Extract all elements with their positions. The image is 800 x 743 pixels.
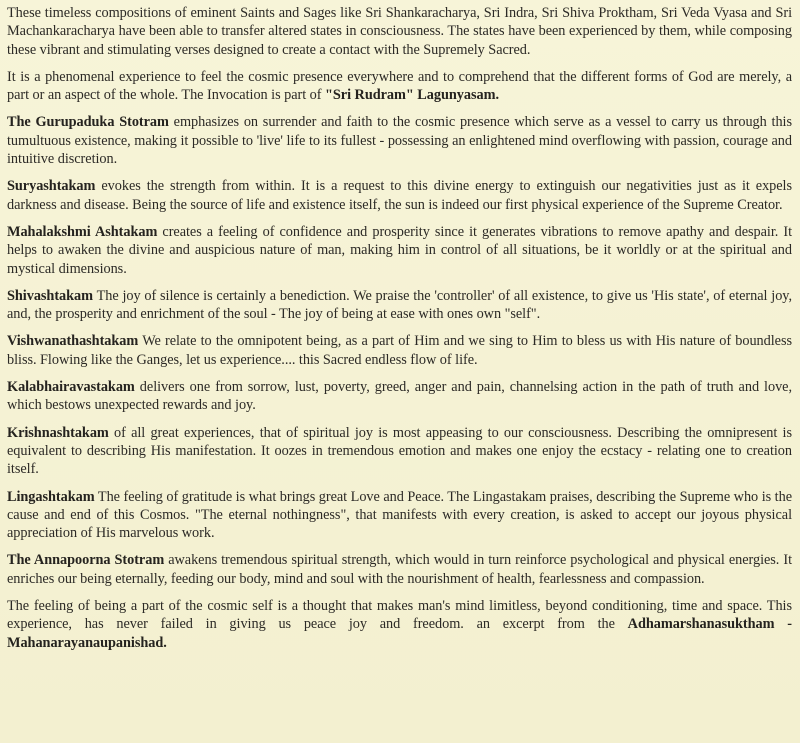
mahalakshmi-paragraph xyxy=(7,223,792,278)
lingashtakam-title: Lingashtakam xyxy=(7,488,95,505)
gurupaduka-text: emphasizes on surrender and faith to the cosmic presence which serve as a vessel to carry us through this tumultuous existence, making it possible to 'live' life to its fullest - possessing an enlightened mind overflowing with passion, courage and intuitive discretion. xyxy=(7,114,792,168)
invocation-text: It is a phenomenal experience to feel the cosmic presence everywhere and to comprehend that the different forms of God are merely, a part or an aspect of the whole. The Invocation is part of xyxy=(7,68,792,104)
closing-paragraph xyxy=(7,597,792,652)
gurupaduka-title: The Gurupaduka Stotram xyxy=(7,114,169,131)
krishnashtakam-title: Krishnashtakam xyxy=(7,424,109,441)
shivashtakam-text: The joy of silence is certainly a benediction. We praise the 'controller' of all existence, to give us 'His state', of eternal joy, and, the prosperity and enrichment of the soul - The joy of being at ease with ones own "self". xyxy=(7,287,792,323)
gurupaduka-paragraph xyxy=(7,113,792,168)
closing-text: The feeling of being a part of the cosmic self is a thought that makes man's mind limitless, beyond conditioning, time and space. This experience, has never failed in giving us peace joy and freedom. an excerpt from the xyxy=(7,598,792,633)
kalabhairavastakam-paragraph xyxy=(7,378,792,415)
suryashtakam-paragraph xyxy=(7,177,792,214)
suryashtakam-title: Suryashtakam xyxy=(7,178,96,195)
krishnashtakam-paragraph xyxy=(7,424,792,479)
annapoorna-paragraph xyxy=(7,551,792,588)
mahalakshmi-title: Mahalakshmi Ashtakam xyxy=(7,223,158,240)
annapoorna-text: awakens tremendous spiritual strength, which would in turn reinforce psychological and physical energies. It enriches our being eternally, feeding our body, mind and soul with the nourishment of health, fearlessness and compassion. xyxy=(7,552,792,587)
kalabhairavastakam-title: Kalabhairavastakam xyxy=(7,379,135,396)
intro-paragraph xyxy=(7,4,792,59)
suryashtakam-text: evokes the strength from within. It is a request to this divine energy to extinguish our negativities just as it expels darkness and disease. Being the source of life and existence itself, the sun is indeed our first physical experience of the Supreme Creator. xyxy=(7,178,792,213)
shivashtakam-paragraph xyxy=(7,287,792,324)
lingashtakam-paragraph xyxy=(7,488,792,543)
vishwanathashtakam-title: Vishwanathashtakam xyxy=(7,333,139,350)
invocation-paragraph xyxy=(7,68,792,105)
krishnashtakam-text: of all great experiences, that of spiritual joy is most appeasing to our consciousness. Describing the omnipresent is equivalent to describing His manifestation. It oozes in tremendous emotion and makes one enjoy the ecstacy - relating one to creation itself. xyxy=(7,424,792,478)
shivashtakam-title: Shivashtakam xyxy=(7,287,94,304)
closing-source-title: Adhamarshanasuktham - Mahanarayanaupanishad. xyxy=(7,616,792,651)
vishwanathashtakam-text: We relate to the omnipotent being, as a part of Him and we sing to Him to bless us with His nature of boundless bliss. Flowing like the Ganges, let us experience.... this Sacred endless flow of life. xyxy=(7,333,792,368)
intro-text: These timeless compositions of eminent Saints and Sages like Sri Shankaracharya, Sri Indra, Sri Shiva Proktham, Sri Veda Vyasa and Sri Machankaracharya have been able to transfer altered states in consciousness. The states have been experienced by them, while composing these vibrant and stimulating verses designed to create a contact with the Supremely Sacred. xyxy=(7,5,792,58)
mahalakshmi-text: creates a feeling of confidence and prosperity since it generates vibrations to remove apathy and despair. It helps to awaken the divine and auspicious nature of man, making him in control of all situations, be it worldly or at the spiritual and mystical dimensions. xyxy=(7,223,792,277)
vishwanathashtakam-paragraph xyxy=(7,332,792,369)
annapoorna-title: The Annapoorna Stotram xyxy=(7,552,165,569)
kalabhairavastakam-text: delivers one from sorrow, lust, poverty, greed, anger and pain, channelsing action in the path of truth and love, which bestows unexpected rewards and joy. xyxy=(7,379,792,414)
invocation-title: "Sri Rudram" Lagunyasam. xyxy=(325,87,499,104)
lingashtakam-text: The feeling of gratitude is what brings great Love and Peace. The Lingastakam praises, describing the Supreme who is the cause and end of this Cosmos. "The eternal nothingness", that manifests with every creation, is asked to accept our joyous physical appreciation of His marvelous work. xyxy=(7,488,792,542)
